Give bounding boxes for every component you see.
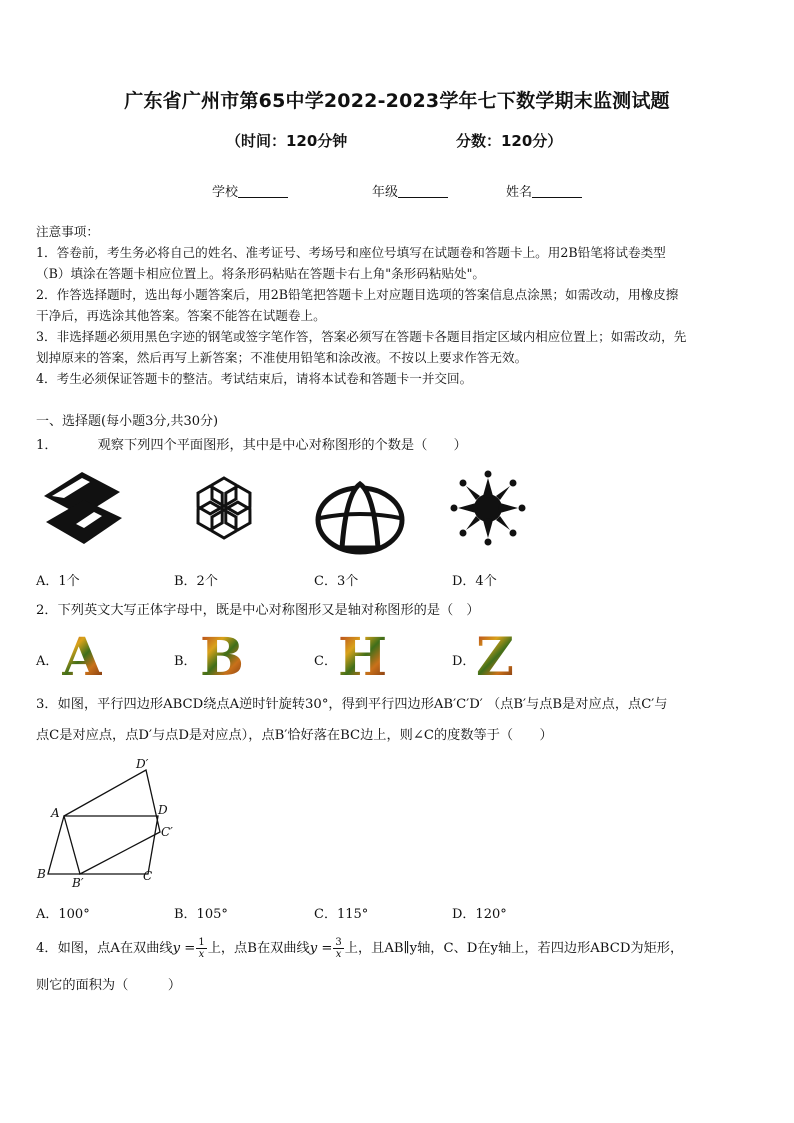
q4-formula-1-lhs: y =: [172, 941, 196, 956]
point-d-prime: D′: [136, 757, 149, 771]
q3-option-a: A．100°: [36, 907, 90, 922]
fraction-numerator: 3: [335, 937, 342, 948]
q4-text-part-2: 上，点B在双曲线: [207, 941, 310, 956]
q2-letter-z: Z: [476, 627, 514, 688]
q4-fraction-1: [196, 937, 206, 960]
notes-line: 干净后，再选涂其他答案。答案不能答在试题卷上。: [36, 308, 326, 323]
s-logo-figure: [44, 472, 122, 544]
q2-option-c-label: C．: [314, 654, 337, 669]
question-3-line-1: 3．如图，平行四边形ABCD绕点A逆时针旋转30°，得到平行四边形AB′C′D′ （点B′与点B是对应点，点C′与: [36, 697, 668, 712]
q1-figure-strip: [36, 462, 532, 558]
notes-heading: 注意事项：: [36, 224, 99, 239]
q1-option-c: C．3个: [314, 574, 359, 589]
q3-option-c: C．115°: [314, 907, 369, 922]
point-a: A: [51, 806, 60, 820]
arch-ellipse-figure: [318, 484, 402, 552]
notes-line: 4．考生必须保证答题卡的整洁。考试结束后，请将本试卷和答题卡一并交回。: [36, 371, 473, 386]
q1-figures: [36, 462, 532, 558]
score-label: 分数：120分）: [456, 132, 563, 150]
question-text: 观察下列四个平面图形，其中是中心对称图形的个数是（ ）: [97, 438, 467, 453]
q2-letter-h: H: [338, 627, 388, 688]
point-d: D: [158, 803, 168, 817]
question-4-line-1: [36, 937, 760, 960]
grade-label: 年级: [372, 185, 399, 200]
parallelogram-svg: [36, 756, 186, 892]
school-blank: [238, 185, 288, 198]
notes-line: 划掉原来的答案，然后再写上新答案；不准使用铅笔和涂改液。不按以上要求作答无效。: [36, 350, 528, 365]
notes-line: 2．作答选择题时，选出每小题答案后，用2B铅笔把答题卡上对应题目选项的答案信息点涂黑；如需改动，用橡皮擦: [36, 287, 679, 302]
page-title: 广东省广州市第65中学2022-2023学年七下数学期末监测试题: [124, 90, 670, 112]
name-blank: [532, 185, 582, 198]
point-c: C: [143, 869, 153, 883]
name-field: [506, 181, 582, 200]
school-field: [212, 181, 288, 200]
name-label: 姓名: [506, 185, 533, 200]
grade-blank: [398, 185, 448, 198]
q3-parallelogram-diagram: [36, 756, 186, 892]
question-2-text: 2．下列英文大写正体字母中，既是中心对称图形又是轴对称图形的是（ ）: [36, 603, 480, 618]
q2-option-a-label: A．: [36, 654, 59, 669]
notes-line: 3．非选择题必须用黑色字迹的钢笔或签字笔作答，答案必须写在答题卡各题目指定区域内相应位置上；如需改动，先: [36, 329, 687, 344]
fraction-denominator: x: [198, 949, 205, 960]
notes-line: 1．答卷前，考生务必将自己的姓名、准考证号、考场号和座位号填写在试题卷和答题卡上。用2B铅笔将试卷类型: [36, 245, 666, 260]
grade-field: [372, 181, 448, 200]
time-label: （时间：120分钟: [226, 132, 348, 150]
point-b: B: [37, 867, 46, 881]
q1-option-d: D．4个: [452, 574, 497, 589]
question-3-line-2: 点C是对应点，点D′与点D是对应点），点B′恰好落在BC边上，则∠C的度数等于（ ）: [36, 728, 553, 743]
section-title: 一、选择题(每小题3分,共30分): [36, 414, 219, 429]
school-label: 学校: [212, 185, 239, 200]
question-4-line-2: 则它的面积为（ ）: [36, 978, 182, 993]
q4-formula-2-lhs: y =: [309, 941, 333, 956]
q2-option-d-label: D．: [452, 654, 476, 669]
q2-letter-b: B: [200, 627, 244, 688]
q4-fraction-2: [333, 937, 343, 960]
star-splat-figure: [451, 471, 526, 546]
hexagon-snowflake-figure: [192, 478, 256, 538]
q4-text-part-1: 4．如图，点A在双曲线: [36, 941, 173, 956]
fraction-numerator: 1: [198, 937, 205, 948]
q1-option-a: A．1个: [36, 574, 80, 589]
q3-option-d: D．120°: [452, 907, 507, 922]
q2-option-b-label: B．: [174, 654, 197, 669]
point-b-prime: B′: [72, 876, 84, 890]
q3-option-b: B．105°: [174, 907, 228, 922]
q4-text-part-3: 上，且AB∥y轴，C、D在y轴上，若四边形ABCD为矩形，: [344, 941, 684, 956]
notes-line: （B）填涂在答题卡相应位置上。将条形码粘贴在答题卡右上角"条形码粘贴处"。: [36, 266, 486, 281]
fraction-denominator: x: [335, 949, 342, 960]
q2-letter-a: A: [62, 627, 103, 688]
question-number: 1．: [36, 438, 58, 453]
question-1: [36, 435, 760, 457]
q1-option-b: B．2个: [174, 574, 218, 589]
notes-block: [36, 221, 760, 389]
point-c-prime: C′: [161, 825, 173, 839]
